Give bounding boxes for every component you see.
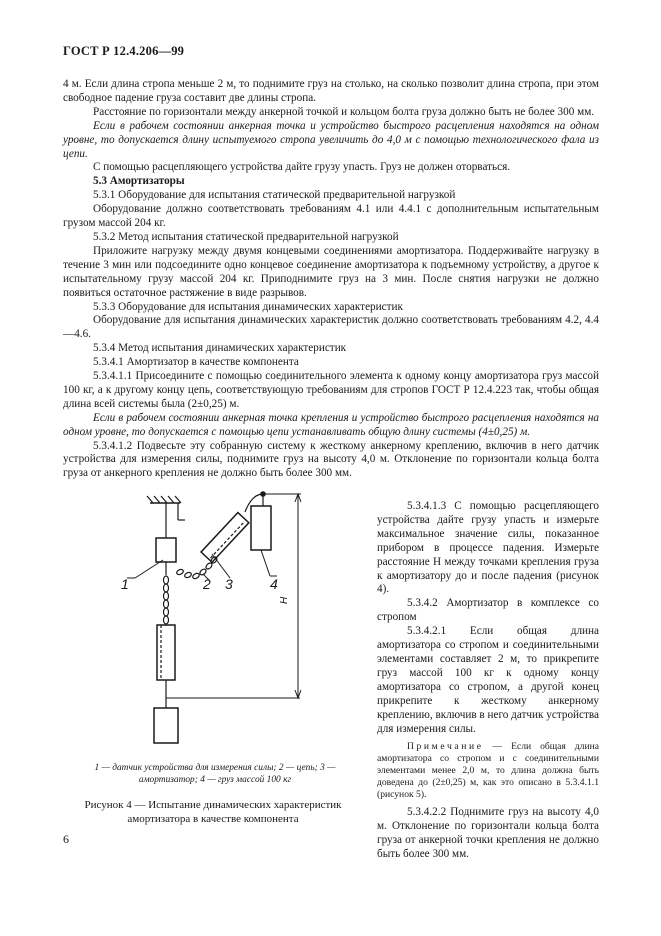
paragraph: 5.3.1 Оборудование для испытания статической предварительной нагрузкой [93, 189, 456, 202]
figure-caption: Рисунок 4 — Испытание динамических характеристик амортизатора в качестве компонента [84, 799, 342, 825]
paragraph: 5.3.4.1.1 Присоедините с помощью соединительного элемента к одному концу амортизатора груз массой 100 кг, а к другому концу цепь, соответствующую требованиям для стропов ГОСТ Р 12.4.223 так, чтобы общая длина всей системы была (2±0,25) м. [63, 370, 599, 410]
weight-upper [251, 506, 271, 550]
right-column-text [377, 500, 599, 862]
paragraph: 5.3.3 Оборудование для испытания динамических характеристик [93, 300, 403, 313]
paragraph: Если в рабочем состоянии анкерная точка и устройство быстрого расцепления находятся на одном уровне, то допускается длину испытуемого стропа увеличить до 4,0 м с помощью технологического фала из цепи. [63, 119, 599, 160]
paragraph: 5.3.2 Метод испытания статической предварительной нагрузкой [93, 230, 399, 243]
paragraph: 5.3.4.1.2 Подвесьте эту собранную систему к жесткому анкерному креплению, включив в него датчик устройства для измерения силы, поднимите груз на высоту 4,0 м. Отклонение по горизонтали кольца болта груза от анкерного крепления не должно быть более 300 мм. [63, 439, 599, 480]
note-text: — Если общая длина амортизатора со стропом и с соединительными элементами менее 2,0 м, то длина должна быть доведена до (2±0,25) м, как это описано в 5.3.4.1.1 (рисунок 5). [377, 741, 599, 801]
paragraph: С помощью расцепляющего устройства дайте грузу упасть. Груз не должен оторваться. [93, 161, 511, 174]
dimension-line-h [295, 494, 301, 698]
note-label: Примечание [407, 741, 484, 753]
chain-diagonal [176, 556, 218, 580]
callout-label: 4 [270, 576, 278, 592]
note [377, 741, 599, 801]
paragraph: 5.3.4.1 Амортизатор в качестве компонента [93, 356, 299, 369]
page-number: 6 [63, 832, 69, 846]
paragraph: 4 м. Если длина стропа меньше 2 м, то поднимите груз на столько, на сколько позволит длина стропа, при этом свободное падение груза составит две длины стропа. [63, 78, 599, 104]
paragraph: 5.3.4 Метод испытания динамических характеристик [93, 342, 347, 355]
chain-vertical [164, 576, 169, 624]
section-heading: 5.3 Амортизаторы [93, 175, 185, 188]
document-header: ГОСТ Р 12.4.206—99 [63, 44, 185, 58]
leader-1 [135, 560, 163, 578]
force-sensor [156, 538, 176, 562]
paragraph: Оборудование должно соответствовать требованиям 4.1 или 4.4.1 с дополнительным испытательным грузом массой 204 кг. [63, 203, 599, 230]
callout-label: 2 [203, 576, 211, 592]
paragraph: 5.3.4.2.1 Если общая длина амортизатора со стропом и соединительными элементами составляет 2 м, то прикрепите груз массой 100 кг к одному концу амортизатора со стропом, а другой конец прикрепите к жесткому анкерному креплению, включив в него датчик устройства для измерения силы. [377, 625, 599, 735]
absorber-diagonal [201, 513, 249, 563]
dimension-label-h: H [279, 596, 290, 604]
paragraph: 5.3.4.1.3 С помощью расцепляющего устройства дайте грузу упасть и измерьте максимальное значение силы, показанное прибором в процессе падения. Измерьте расстояние H между точками крепления груза к амортизатору до и после падения (рисунок 4). [377, 500, 599, 596]
leader-3 [212, 554, 230, 578]
paragraph: Оборудование для испытания динамических характеристик должно соответствовать требованиям 4.2, 4.4—4.6. [63, 314, 599, 341]
callout-label: 1 [121, 576, 129, 592]
paragraph: 5.3.4.2.2 Поднимите груз на высоту 4,0 м. Отклонение по горизонтали кольца болта груза от анкерной точки крепления не должно быть более 300 мм. [377, 806, 599, 861]
paragraph: Приложите нагрузку между двумя концевыми соединениями амортизатора. Поддерживайте нагрузку в течение 3 мин или подсоедините одно концевое соединение амортизатора к подъемному устройству, а другое к испытательному грузу массой 204 кг. Приподнимите груз на 3 мин. После снятия нагрузки не должно появиться остаточное растяжение в виде разрывов. [63, 244, 599, 299]
callout-label: 3 [225, 576, 233, 592]
paragraph: Расстояние по горизонтали между анкерной точкой и кольцом болта груза должно быть не более 300 мм. [93, 105, 595, 118]
leader-4 [261, 550, 270, 576]
weight-lower [154, 708, 178, 743]
paragraph: 5.3.4.2 Амортизатор в комплексе со стропом [377, 597, 599, 624]
absorber-lower [157, 625, 175, 680]
figure-legend: 1 — датчик устройства для измерения силы; 2 — цепь; 3 — амортизатор; 4 — груз массой 100 кг [94, 763, 336, 785]
paragraph: Если в рабочем состоянии анкерная точка крепления и устройство быстрого расцепления находятся на одном уровне, то допускается с помощью цепи устанавливать общую длину системы (4±0,25) м. [63, 411, 599, 438]
